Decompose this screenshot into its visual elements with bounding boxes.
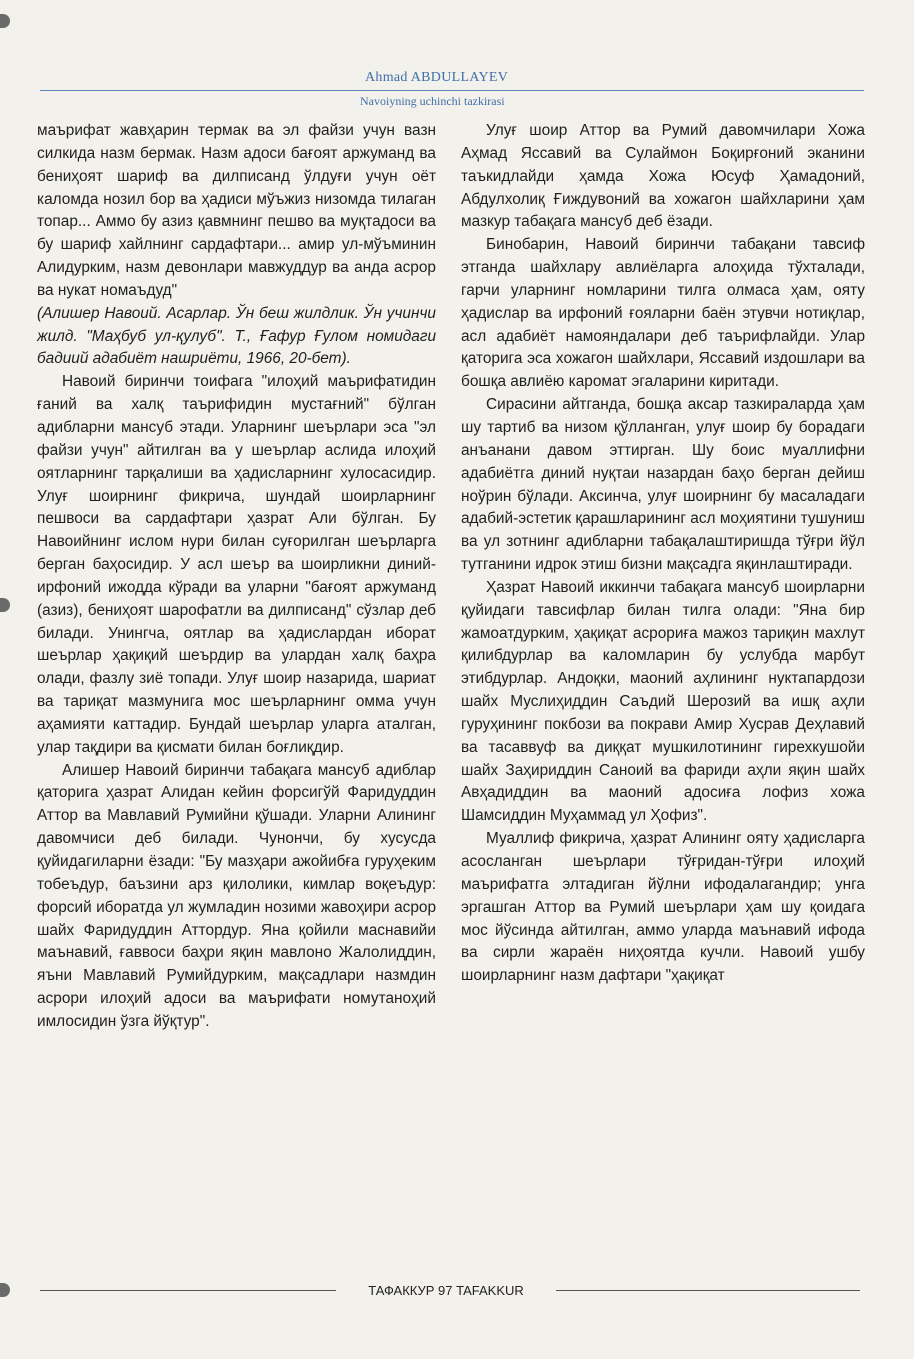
punch-hole-middle — [0, 598, 10, 612]
punch-hole-bottom — [0, 1283, 10, 1297]
punch-hole-top — [0, 14, 10, 28]
page-footer: ТАФАККУР 97 TAFAKKUR — [368, 1283, 524, 1298]
paragraph: Навоий биринчи тоифага "илоҳий маърифатидин ғаний ва халқ таърифидин мустағний" бўлган адибларни мансуб этади. Уларнинг шеърлари эса "эл файзи учун" айтилган ва у шеърлар аслида илоҳий оятларнинг тарқалиши ва ҳадисларнинг хулосасидир. Улуғ шоирнинг фикрича, шундай шоирларнинг пешвоси ва сардафтари ҳазрат Али бўлган. Бу Навоийнинг ислом нури билан суғорилган шеърларга берган баҳосидир. У асл шеър ва шоирликни диний-ирфоний ижодда кўради ва уларни "бағоят аржуманд (азиз), бениҳоят шарофатли ва дилписанд" сўзлар деб билади. Унингча, оятлар ва ҳадислардан иборат шеърлар ҳақиқий шеърдир ва улардан халқ баҳра олади, фазлу зиё топади. Улуғ шоир назарида, шариат ва тариқат мазмунига мос шеърларнинг омма учун аҳамияти каттадир. Бундай шеърлар уларга аталган, улар тақдири ва қисмати билан боғлиқдир. — [37, 373, 436, 756]
footer-rule-right — [556, 1290, 860, 1291]
running-header-author: Ahmad ABDULLAYEV — [365, 70, 509, 85]
header-rule — [40, 90, 864, 91]
footer-rule-left — [40, 1290, 336, 1291]
paragraph: Улуғ шоир Аттор ва Румий давомчилари Хожа Аҳмад Яссавий ва Сулаймон Боқирғоний эканини таъкидлайди ҳамда Хожа Юсуф Ҳамадоний, Абдулхолиқ Ғиждувоний ва хожагон шайхларини ҳам мазкур табақага мансуб деб ёзади. — [461, 122, 865, 231]
paragraph: Муаллиф фикрича, ҳазрат Алининг ояту ҳадисларга асосланган шеърлари тўғридан-тўғри илоҳий маърифатга элтадиган йўлни ифодалагандир; унга эргашган Аттор ва Румий шеърлари ҳам шу қоидага мос йўсинда айтилган, аммо уларда маънавий ифода ва сирли жараён ниҳоятда кучли. Навоий ушбу шоирларнинг назм дафтари "ҳақиқат — [461, 830, 865, 985]
paragraph: Ҳазрат Навоий иккинчи табақага мансуб шоирларни қуйидаги тавсифлар билан тилга олади: "Яна бир жамоатдурким, ҳақиқат асрориға мажоз тариқин махлут қилибдурлар ва каломларин бу услубда марбут этибдурлар. Андоқки, маоний аҳлининг нуктапардози шайх Муслиҳиддин Саъдий Шерозий ва ишқ аҳли гуруҳининг покбози ва покрави Амир Хусрав Деҳлавий ва тасаввуф ва диққат мушкилотининг гирехкушойи шайх Заҳириддин Саноий ва фариди аҳли яқин шайх Авҳадиддин ва маоний адосиға лофиз хожа Шамсиддин Муҳаммад ул Ҳофиз". — [461, 578, 865, 825]
paragraph: маърифат жавҳарин термак ва эл файзи учун вазн силкида назм бермак. Назм адоси бағоят аржуманд ва бениҳоят шариф ва дилписанд ўлдуғи учун оёт каломда нозил бор ва ҳадиси мўъжиз низомда тилаган топар... Аммо бу азиз қавмнинг пешво ва муқтадоси ва бу шариф хайлнинг сардафтари... амир ул-мўъминин Алидурким, назм девонлари мавжуддур ва анда асрор ва нукат номаъдуд" — [37, 122, 436, 299]
paragraph: Сирасини айтганда, бошқа аксар тазкираларда ҳам шу тартиб ва низом қўлланган, улуғ шоир бу борадаги анъанани давом эттирган. Шу боис муаллифни адабиётга диний нуқтаи назардан баҳо берган дейиш ноўрин бўлади. Аксинча, улуғ шоирнинг бу масаладаги адабий-эстетик қарашларининг асл моҳиятини тушуниш ва ул зотнинг адибларни табақалаштиришда тўғри йўл тутганини идрок этиш бизни мақсадга яқинлаштиради. — [461, 396, 866, 574]
right-text-column — [461, 120, 865, 988]
running-header-subtitle: Navoiyning uchinchi tazkirasi — [360, 94, 505, 108]
paragraph: Алишер Навоий биринчи табақага мансуб адиблар қаторига ҳазрат Алидан кейин форсигўй Фаридуддин Аттор ва Мавлавий Румийни қўшади. Уларни Алининг давомчиси деб билади. Чунончи, бу хусусда қуйидагиларни ёзади: "Бу мазҳари ажойибға гуруҳеким тобеъдур, баъзини арз қилолики, кимлар воқеъдур: форсий иборатда ул жумладин нозими жавоҳири асрор шайх Фаридуддин Аттордур. Яна қойили маснавийи маънавий, ғаввоси баҳри яқин мавлоно Жалолиддин, яъни Мавлавий Румийдурким, мақсадлари назмдин асрори илоҳий адоси ва маърифати номутаноҳий имлосидин ўзга йўқтур". — [37, 761, 436, 1030]
citation: (Алишер Навоий. Асарлар. Ўн беш жилдлик. Ўн учинчи жилд. "Маҳбуб ул-қулуб". Т., Ғафур Ғулом номидаги бадиий адабиёт нашриёти, 1966, 20-бет). — [37, 304, 436, 368]
left-text-column — [37, 120, 436, 1034]
paragraph: Бинобарин, Навоий биринчи табақани тавсиф этганда шайхлару авлиёларга алоҳида тўхталади, гарчи уларнинг номларини тилга олмаса ҳам, ояту ҳадислар ва ирфоний ғояларни баён этувчи нотиқлар, асл адабиёт намояндалари деб таърифлайди. Улар қаторига эса хожагон шайхлари, Яссавий издошлари ва бошқа авлиёю каромат эгаларини киритади. — [461, 236, 865, 391]
